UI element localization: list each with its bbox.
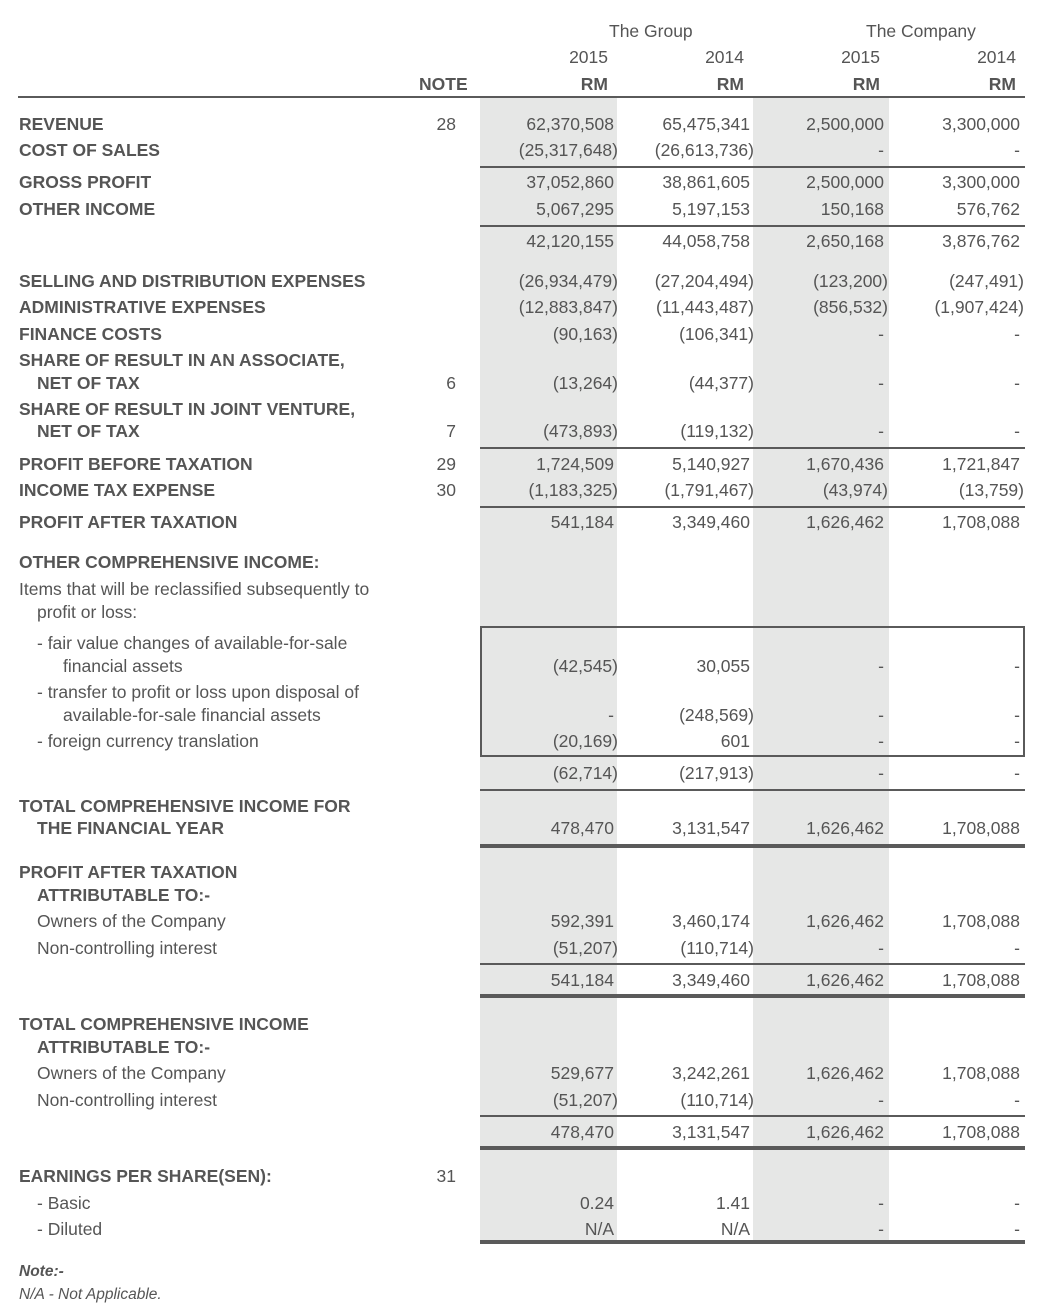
row-label: REVENUE	[19, 114, 104, 134]
value-company-2015: 2,650,168	[806, 231, 884, 251]
value-company-2014: 1,708,088	[942, 911, 1020, 931]
row-label-cont: financial assets	[63, 656, 183, 676]
value-group-2014: (217,913)	[679, 763, 754, 783]
value-group-2014: (26,613,736)	[654, 140, 754, 160]
value-company-2014: (247,491)	[949, 271, 1024, 291]
value-company-2014: (1,907,424)	[934, 297, 1024, 317]
row-label: Non-controlling interest	[37, 1090, 217, 1110]
value-group-2014: (44,377)	[688, 373, 754, 393]
value-company-2015: 1,626,462	[806, 1063, 884, 1083]
value-company-2015: 1,670,436	[806, 454, 884, 474]
row-label: Non-controlling interest	[37, 938, 217, 958]
row-label: GROSS PROFIT	[19, 172, 152, 192]
row-label: Owners of the Company	[37, 1063, 226, 1083]
double-rule	[480, 1240, 1025, 1244]
value-group-2014: 3,131,547	[672, 818, 750, 838]
value-group-2015: (20,169)	[552, 731, 618, 751]
value-company-2014: -	[1014, 324, 1020, 344]
value-group-2015: (26,934,479)	[518, 271, 618, 291]
value-company-2014: 3,300,000	[942, 172, 1020, 192]
value-group-2014: N/A	[720, 1219, 750, 1239]
header-rule	[18, 96, 1025, 98]
rule	[480, 789, 1025, 791]
value-group-2015: (62,714)	[552, 763, 618, 783]
value-company-2015: -	[878, 731, 884, 751]
value-company-2015: -	[878, 763, 884, 783]
value-company-2015: 1,626,462	[806, 1122, 884, 1142]
value-company-2014: 576,762	[956, 199, 1020, 219]
footnote-text: N/A - Not Applicable.	[19, 1286, 162, 1303]
value-group-2015: 541,184	[550, 970, 614, 990]
value-company-2015: -	[878, 1090, 884, 1110]
value-group-2015: 529,677	[550, 1063, 614, 1083]
value-group-2014: 65,475,341	[662, 114, 750, 134]
oci-heading: OTHER COMPREHENSIVE INCOME:	[19, 552, 320, 572]
value-company-2014: (13,759)	[958, 480, 1024, 500]
value-company-2015: 1,626,462	[806, 970, 884, 990]
row-label-cont: THE FINANCIAL YEAR	[37, 818, 225, 838]
note-ref: 6	[446, 373, 456, 393]
oci-items-heading: Items that will be reclassified subsequently to	[19, 579, 370, 599]
rule	[480, 963, 1025, 965]
rule	[480, 1115, 1025, 1117]
value-company-2014: 1,721,847	[942, 454, 1020, 474]
value-group-2015: (90,163)	[552, 324, 618, 344]
footnote-title: Note:-	[19, 1263, 64, 1280]
currency-company-2014: RM	[988, 74, 1016, 94]
row-label: ADMINISTRATIVE EXPENSES	[19, 297, 266, 317]
row-label: FINANCE COSTS	[19, 324, 162, 344]
rule	[480, 447, 1025, 449]
value-company-2015: -	[878, 421, 884, 441]
value-group-2014: (11,443,487)	[656, 297, 754, 317]
currency-group-2014: RM	[716, 74, 744, 94]
row-label: PROFIT BEFORE TAXATION	[19, 454, 253, 474]
row-label: INCOME TAX EXPENSE	[19, 480, 216, 500]
note-ref: 28	[436, 114, 456, 134]
value-company-2015: -	[878, 373, 884, 393]
value-group-2015: (1,183,325)	[528, 480, 618, 500]
year-group-2015: 2015	[569, 47, 608, 67]
value-group-2014: (1,791,467)	[664, 480, 754, 500]
value-company-2015: (856,532)	[813, 297, 888, 317]
currency-group-2015: RM	[580, 74, 608, 94]
value-company-2015: -	[878, 705, 884, 725]
tci-attributable-heading: TOTAL COMPREHENSIVE INCOME	[19, 1014, 309, 1034]
value-company-2015: -	[878, 656, 884, 676]
value-company-2015: 1,626,462	[806, 512, 884, 532]
row-label: PROFIT AFTER TAXATION	[19, 512, 238, 532]
value-company-2014: 1,708,088	[942, 512, 1020, 532]
company-header: The Company	[866, 21, 976, 41]
value-company-2014: 1,708,088	[942, 1122, 1020, 1142]
row-label: Owners of the Company	[37, 911, 226, 931]
value-group-2015: 5,067,295	[536, 199, 614, 219]
value-group-2015: 478,470	[550, 1122, 614, 1142]
note-ref: 29	[436, 454, 456, 474]
value-group-2014: 5,140,927	[672, 454, 750, 474]
rule	[480, 225, 1025, 227]
row-label-cont: NET OF TAX	[37, 373, 140, 393]
value-group-2015: 0.24	[579, 1193, 614, 1213]
row-label: - transfer to profit or loss upon disposal of	[37, 682, 359, 702]
value-company-2015: 1,626,462	[806, 818, 884, 838]
value-group-2014: 30,055	[696, 656, 750, 676]
value-group-2014: (248,569)	[679, 705, 754, 725]
pat-attributable-heading: PROFIT AFTER TAXATION	[19, 862, 238, 882]
value-company-2014: -	[1014, 656, 1020, 676]
double-rule	[480, 994, 1025, 998]
value-group-2015: 592,391	[550, 911, 614, 931]
value-company-2014: -	[1014, 1193, 1020, 1213]
value-group-2015: (473,893)	[543, 421, 618, 441]
value-group-2014: 5,197,153	[672, 199, 750, 219]
group-header: The Group	[609, 21, 693, 41]
value-group-2015: (12,883,847)	[518, 297, 618, 317]
value-company-2014: -	[1014, 1219, 1020, 1239]
row-label: - Diluted	[37, 1219, 103, 1239]
value-group-2015: 541,184	[550, 512, 614, 532]
value-group-2014: 3,131,547	[672, 1122, 750, 1142]
value-group-2015: (42,545)	[552, 656, 618, 676]
value-company-2015: -	[878, 324, 884, 344]
value-group-2015: 37,052,860	[526, 172, 614, 192]
value-company-2014: -	[1014, 140, 1020, 160]
value-group-2014: 38,861,605	[662, 172, 750, 192]
double-rule	[480, 844, 1025, 848]
row-label: SELLING AND DISTRIBUTION EXPENSES	[19, 271, 366, 291]
value-company-2015: (123,200)	[813, 271, 888, 291]
value-company-2015: -	[878, 1193, 884, 1213]
pat-attributable-heading-cont: ATTRIBUTABLE TO:-	[37, 885, 211, 905]
value-group-2015: (25,317,648)	[518, 140, 618, 160]
value-group-2014: 3,349,460	[672, 970, 750, 990]
value-company-2014: 1,708,088	[942, 1063, 1020, 1083]
double-rule	[480, 1146, 1025, 1150]
value-group-2015: (51,207)	[552, 1090, 618, 1110]
value-group-2014: (119,132)	[680, 421, 754, 441]
tci-attributable-heading-cont: ATTRIBUTABLE TO:-	[37, 1037, 211, 1057]
value-group-2014: 3,349,460	[672, 512, 750, 532]
value-group-2014: 1.41	[715, 1193, 750, 1213]
note-header: NOTE	[419, 74, 468, 94]
value-company-2015: 1,626,462	[806, 911, 884, 931]
value-group-2015: -	[608, 705, 614, 725]
rule	[480, 166, 1025, 168]
value-company-2014: 3,876,762	[942, 231, 1020, 251]
value-group-2015: 42,120,155	[526, 231, 614, 251]
rule	[480, 506, 1025, 508]
value-group-2014: (110,714)	[680, 1090, 754, 1110]
value-company-2015: -	[878, 1219, 884, 1239]
year-company-2015: 2015	[841, 47, 880, 67]
value-company-2014: -	[1014, 731, 1020, 751]
row-label: - Basic	[37, 1193, 91, 1213]
value-group-2015: (13,264)	[552, 373, 618, 393]
value-group-2015: N/A	[584, 1219, 614, 1239]
row-label: COST OF SALES	[19, 140, 160, 160]
row-label: OTHER INCOME	[19, 199, 156, 219]
row-label: SHARE OF RESULT IN AN ASSOCIATE,	[19, 350, 345, 370]
value-company-2014: 1,708,088	[942, 970, 1020, 990]
value-company-2014: -	[1014, 763, 1020, 783]
value-group-2015: 1,724,509	[536, 454, 614, 474]
value-group-2014: 3,242,261	[672, 1063, 750, 1083]
value-group-2015: 478,470	[550, 818, 614, 838]
row-label: - foreign currency translation	[37, 731, 259, 751]
value-group-2014: (106,341)	[679, 324, 754, 344]
value-company-2014: -	[1014, 938, 1020, 958]
value-company-2014: -	[1014, 373, 1020, 393]
row-label: - fair value changes of available-for-sale	[37, 633, 348, 653]
value-group-2014: 44,058,758	[662, 231, 750, 251]
row-label: SHARE OF RESULT IN JOINT VENTURE,	[19, 399, 356, 419]
value-company-2015: 2,500,000	[806, 172, 884, 192]
value-company-2014: -	[1014, 1090, 1020, 1110]
value-group-2014: (27,204,494)	[654, 271, 754, 291]
value-company-2015: -	[878, 938, 884, 958]
value-group-2014: (110,714)	[680, 938, 754, 958]
year-company-2014: 2014	[977, 47, 1016, 67]
note-ref: 31	[436, 1166, 456, 1186]
value-company-2015: (43,974)	[822, 480, 888, 500]
note-ref: 30	[436, 480, 456, 500]
value-company-2014: 1,708,088	[942, 818, 1020, 838]
value-group-2015: 62,370,508	[526, 114, 614, 134]
value-company-2015: 150,168	[820, 199, 884, 219]
value-company-2014: -	[1014, 705, 1020, 725]
row-label: TOTAL COMPREHENSIVE INCOME FOR	[19, 796, 351, 816]
year-group-2014: 2014	[705, 47, 744, 67]
note-ref: 7	[446, 421, 456, 441]
oci-items-heading-cont: profit or loss:	[37, 602, 138, 622]
value-company-2015: 2,500,000	[806, 114, 884, 134]
row-label: EARNINGS PER SHARE(SEN):	[19, 1166, 272, 1186]
value-company-2014: -	[1014, 421, 1020, 441]
value-group-2014: 3,460,174	[672, 911, 750, 931]
row-label-cont: available-for-sale financial assets	[63, 705, 321, 725]
value-group-2014: 601	[720, 731, 750, 751]
value-group-2015: (51,207)	[552, 938, 618, 958]
row-label-cont: NET OF TAX	[37, 421, 140, 441]
currency-company-2015: RM	[852, 74, 880, 94]
value-company-2015: -	[878, 140, 884, 160]
value-company-2014: 3,300,000	[942, 114, 1020, 134]
